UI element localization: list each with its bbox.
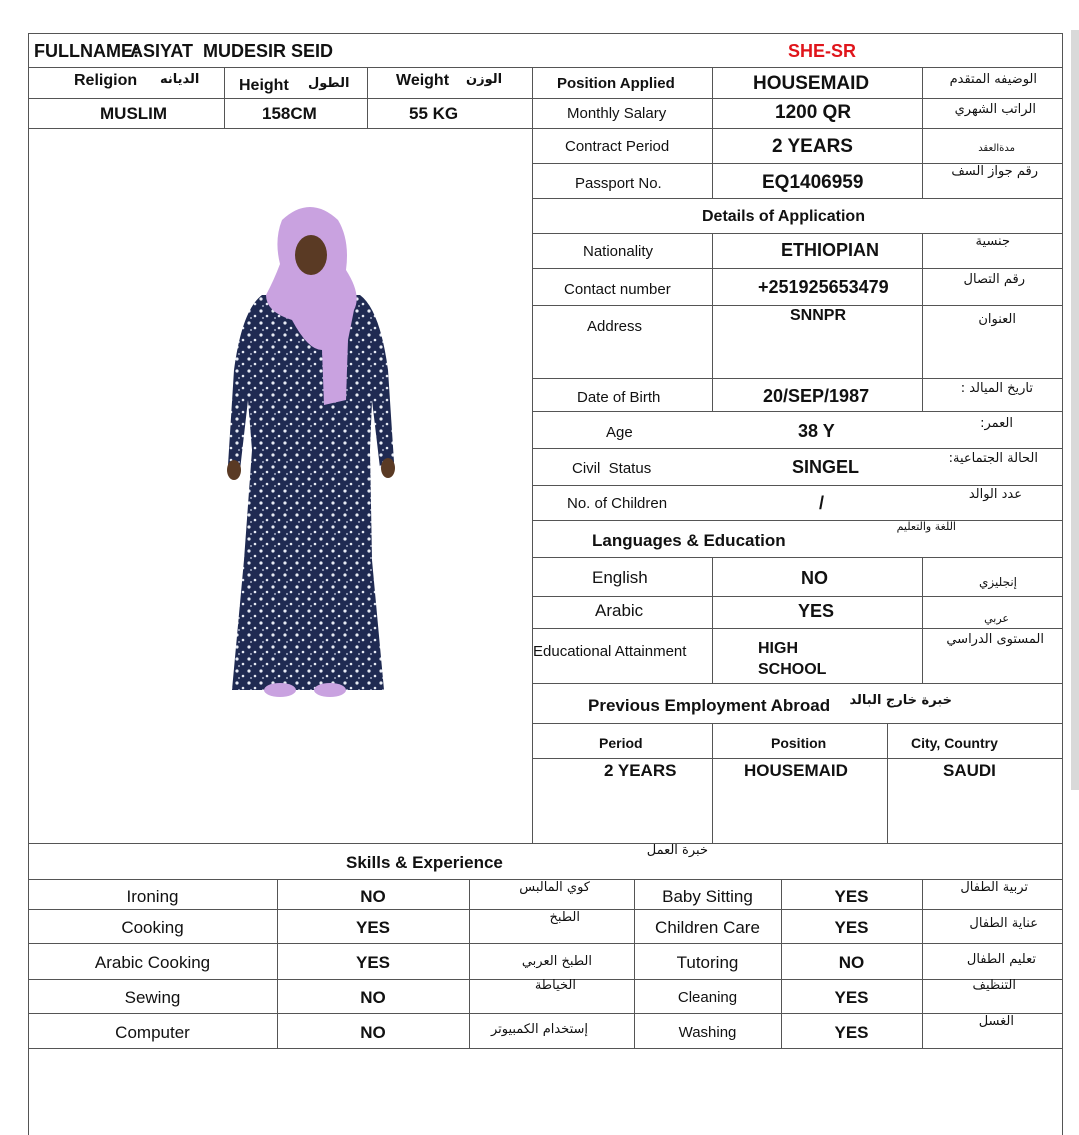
languages-title: Languages & Education [592,531,786,550]
skill-label-ar: كوي المالبس [519,880,590,895]
skills-title: Skills & Experience [346,853,503,872]
passport-value: EQ1406959 [762,172,864,193]
passport-label: Passport No. [575,175,662,192]
nationality-label: Nationality [583,243,654,260]
skill-value: YES [355,918,391,937]
skill-label-ar: الغسل [978,1014,1014,1029]
english-label-ar: إنجليزي [978,575,1017,589]
weight-label-ar: الوزن [466,72,503,87]
height-value: 158CM [262,104,317,123]
contract-label-ar: مدةالعقد [978,143,1015,154]
nationality-label-ar: جنسية [975,234,1010,249]
scrollbar[interactable] [1071,30,1079,790]
contact-label-ar: رقم التصال [963,272,1025,287]
children-label-ar: عدد الوالد [968,487,1022,502]
religion-label: Religion [74,72,138,89]
skill-label: Children Care [655,918,760,937]
passport-label-ar: رقم جواز السف [951,164,1038,179]
age-label-ar: العمر: [980,416,1013,431]
salary-label-ar: الراتب الشهري [954,102,1036,117]
skill-label-ar: تعليم الطفال [966,952,1036,967]
skill-label: Computer [115,1023,190,1042]
skill-value: YES [355,953,391,972]
languages-title-ar: اللغة والتعليم [896,520,956,533]
skill-label-ar: التنظيف [972,978,1016,993]
nationality-value: ETHIOPIAN [781,240,880,260]
contract-value: 2 YEARS [772,136,853,157]
employment-city: SAUDI [943,761,996,780]
skill-label-ar: عناية الطفال [969,916,1038,931]
position-value: HOUSEMAID [753,73,870,94]
skill-value: NO [360,988,386,1007]
education-label: Educational Attainment [533,643,687,660]
arabic-value: YES [798,601,835,621]
reference-code: SHE-SR [788,41,857,61]
skill-label-ar: الطبخ العربي [521,954,592,969]
salary-value: 1200 QR [775,102,852,123]
civil-status-label-ar: الحالة الجتماعية: [948,451,1038,466]
education-value-line1: HIGH [758,640,798,657]
contract-label: Contract Period [565,138,670,155]
skill-label: Baby Sitting [662,887,753,906]
english-value: NO [801,568,828,588]
fullname-value: ASIYAT MUDESIR SEID [130,41,334,61]
employment-col-city: City, Country [911,735,998,751]
weight-label: Weight [396,72,450,89]
height-label: Height [239,77,289,94]
skill-label: Arabic Cooking [94,953,211,972]
skill-value: NO [360,1023,386,1042]
weight-value: 55 KG [409,104,459,123]
education-label-ar: المستوى الدراسي [946,632,1044,647]
employment-period: 2 YEARS [604,761,677,780]
dob-label-ar: تاريخ الميالد : [960,381,1033,396]
education-value-line2: SCHOOL [758,661,827,678]
skills-title-ar: خبرة العمل [646,843,708,858]
address-value: SNNPR [790,307,847,324]
civil-status-value: SINGEL [792,457,860,477]
arabic-label: Arabic [595,601,644,620]
skill-label-ar: تربية الطفال [960,880,1028,895]
skill-label-ar: الطبخ [549,910,580,925]
arabic-label-ar: عربي [984,612,1009,625]
skill-value: YES [834,918,869,937]
position-label-ar: الوضيفه المتقدم [949,72,1037,87]
employment-title: Previous Employment Abroad [588,696,831,715]
skill-label: Cleaning [677,989,738,1006]
skill-label-ar: إستخدام الكمبيوتر [490,1022,588,1037]
employment-position: HOUSEMAID [744,761,848,780]
details-title: Details of Application [702,208,865,225]
skill-value: YES [834,988,869,1007]
children-value: / [819,493,825,513]
address-label: Address [587,318,643,335]
religion-label-ar: الديانه [160,72,200,87]
civil-status-label: Civil Status [572,460,652,477]
dob-value: 20/SEP/1987 [763,386,870,406]
skill-label: Tutoring [676,953,739,972]
position-label: Position Applied [557,75,675,92]
skill-label: Washing [678,1024,737,1041]
dob-label: Date of Birth [577,389,661,406]
skill-value: NO [838,953,865,972]
employment-title-ar: خبرة خارج البالد [849,693,952,708]
age-label: Age [606,424,633,441]
english-label: English [592,568,648,587]
employment-col-period: Period [599,735,643,751]
skill-label: Cooking [121,918,184,937]
skill-label-ar: الخياطة [534,978,576,993]
skill-label: Sewing [124,988,181,1007]
candidate-photo [222,200,400,705]
skill-value: NO [360,887,386,906]
age-value: 38 Y [798,421,835,441]
skill-value: YES [834,1023,869,1042]
employment-col-position: Position [771,735,827,751]
height-label-ar: الطول [308,76,350,91]
religion-value: MUSLIM [100,104,168,123]
skill-value: YES [834,887,869,906]
address-label-ar: العنوان [978,312,1016,327]
fullname-label: FULLNAME: [34,41,139,61]
contact-value: +251925653479 [758,277,889,297]
skill-label: Ironing [126,887,179,906]
salary-label: Monthly Salary [567,105,667,122]
contact-label: Contact number [564,281,671,298]
children-label: No. of Children [567,495,668,512]
